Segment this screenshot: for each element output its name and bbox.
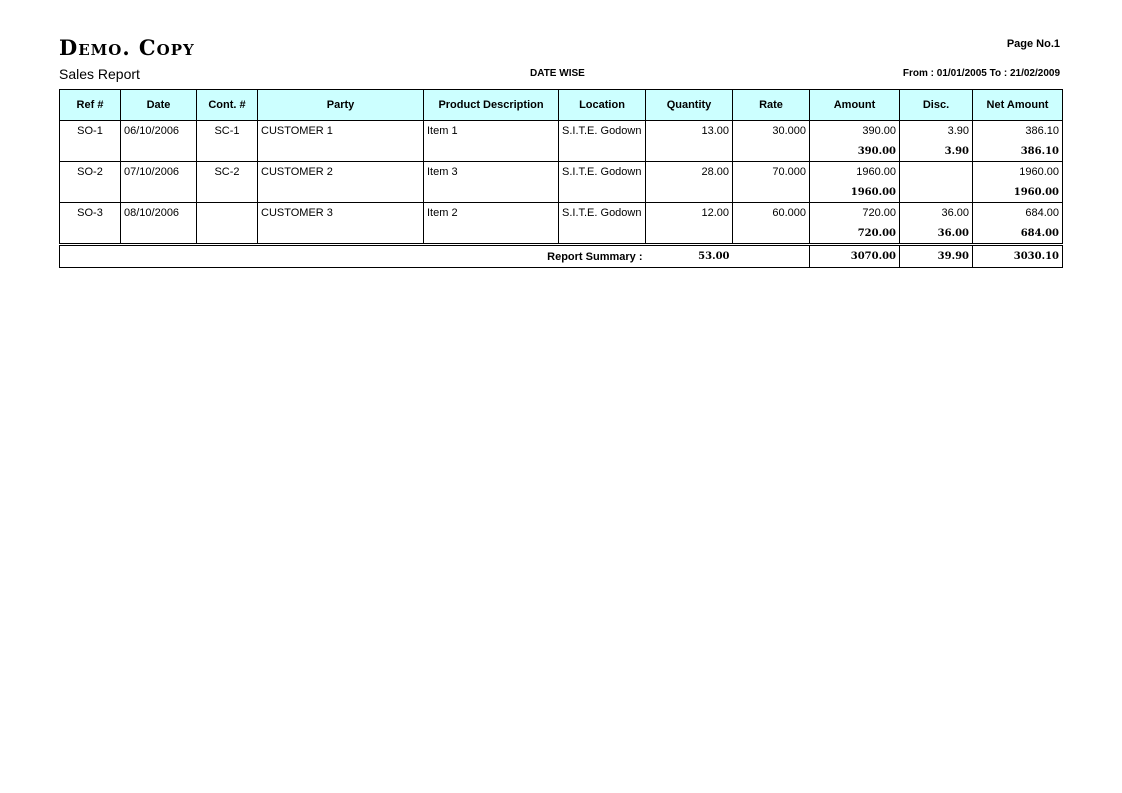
subtotal-amount: 390.00 [810, 141, 900, 162]
column-header-rate: Rate [733, 90, 810, 121]
cell-cont: SC-1 [197, 121, 258, 142]
cell-net: 386.10 [973, 121, 1063, 142]
table-row [60, 121, 1063, 142]
subtotal-net: 684.00 [973, 223, 1063, 244]
cell-rate: 70.000 [733, 162, 810, 183]
company-name: Demo. Copy [59, 35, 195, 60]
summary-label: Report Summary : [60, 246, 646, 268]
column-header-cont: Cont. # [197, 90, 258, 121]
column-header-location: Location [559, 90, 646, 121]
summary-amount: 3070.00 [810, 246, 900, 268]
cell-location: S.I.T.E. Godown [559, 162, 646, 183]
subtotal-net: 1960.00 [973, 182, 1063, 203]
subtotal-amount: 1960.00 [810, 182, 900, 203]
cell-disc: 3.90 [900, 121, 973, 142]
cell-location: S.I.T.E. Godown [559, 121, 646, 142]
cell-disc [900, 162, 973, 183]
cell-rate: 30.000 [733, 121, 810, 142]
cell-ref: SO-3 [60, 203, 121, 224]
cell-date: 06/10/2006 [121, 121, 197, 142]
column-header-net-amount: Net Amount [973, 90, 1063, 121]
cell-date: 07/10/2006 [121, 162, 197, 183]
column-header-quantity: Quantity [646, 90, 733, 121]
subtotal-disc [900, 182, 973, 203]
cell-quantity: 28.00 [646, 162, 733, 183]
summary-disc: 39.90 [900, 246, 973, 268]
column-header-disc: Disc. [900, 90, 973, 121]
subtotal-amount: 720.00 [810, 223, 900, 244]
summary-row [60, 246, 1063, 268]
cell-quantity: 12.00 [646, 203, 733, 224]
report-title: Sales Report [59, 66, 140, 82]
subtotal-disc: 3.90 [900, 141, 973, 162]
column-header-amount: Amount [810, 90, 900, 121]
cell-net: 684.00 [973, 203, 1063, 224]
cell-product: Item 3 [424, 162, 559, 183]
table-row [60, 203, 1063, 224]
table-row-subtotal [60, 182, 1063, 203]
cell-rate: 60.000 [733, 203, 810, 224]
cell-date: 08/10/2006 [121, 203, 197, 224]
cell-quantity: 13.00 [646, 121, 733, 142]
cell-product: Item 2 [424, 203, 559, 224]
column-header-ref: Ref # [60, 90, 121, 121]
cell-party: CUSTOMER 1 [258, 121, 424, 142]
column-header-product: Product Description [424, 90, 559, 121]
cell-ref: SO-1 [60, 121, 121, 142]
cell-amount: 390.00 [810, 121, 900, 142]
cell-ref: SO-2 [60, 162, 121, 183]
table-row [60, 162, 1063, 183]
cell-party: CUSTOMER 3 [258, 203, 424, 224]
table-row-subtotal [60, 223, 1063, 244]
cell-party: CUSTOMER 2 [258, 162, 424, 183]
page-number: Page No.1 [1006, 38, 1060, 50]
cell-amount: 720.00 [810, 203, 900, 224]
table-header-row [60, 90, 1063, 121]
report-subtitle: DATE WISE [530, 68, 585, 79]
subtotal-disc: 36.00 [900, 223, 973, 244]
report-summary [59, 245, 1063, 268]
date-range: From : 01/01/2005 To : 21/02/2009 [902, 68, 1060, 79]
column-header-date: Date [121, 90, 197, 121]
cell-cont: SC-2 [197, 162, 258, 183]
summary-quantity: 53.00 [646, 246, 733, 268]
cell-disc: 36.00 [900, 203, 973, 224]
cell-location: S.I.T.E. Godown [559, 203, 646, 224]
sales-table [59, 89, 1063, 244]
summary-net: 3030.10 [973, 246, 1063, 268]
cell-net: 1960.00 [973, 162, 1063, 183]
cell-amount: 1960.00 [810, 162, 900, 183]
subtotal-net: 386.10 [973, 141, 1063, 162]
column-header-party: Party [258, 90, 424, 121]
table-row-subtotal [60, 141, 1063, 162]
cell-cont [197, 203, 258, 224]
cell-product: Item 1 [424, 121, 559, 142]
